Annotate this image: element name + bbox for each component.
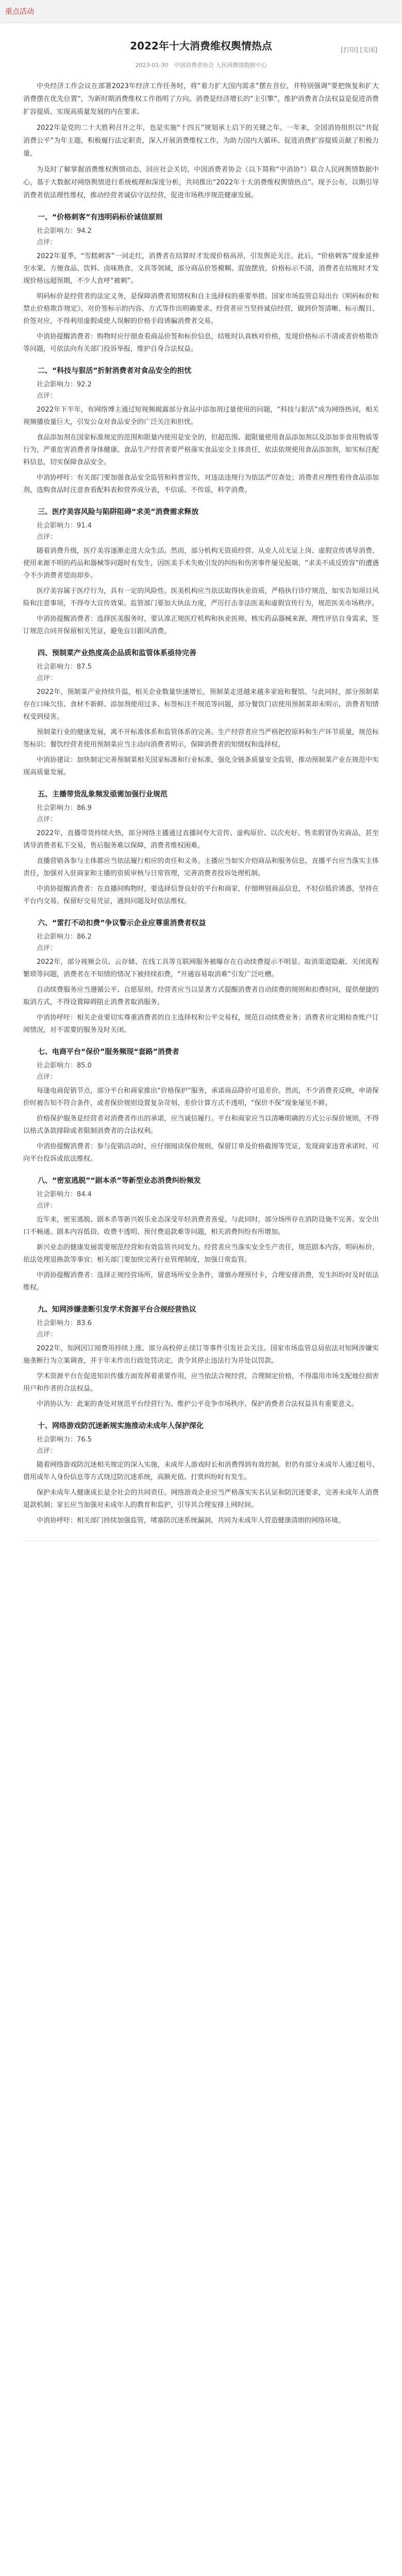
hotspot-paragraph: 中消协认为：此案的查处对规范平台经营行为、维护公平竞争市场秩序、保护消费者合法权益具有重要意义。 xyxy=(37,1400,359,1408)
hotspot-item-6 xyxy=(23,917,379,1037)
influence-score: 社会影响力：85.0 xyxy=(37,1062,92,1070)
review-label: 点评： xyxy=(37,944,57,952)
hotspot-paragraph: 医疗美容属于医疗行为，具有一定的风险性。医美机构应当依法取得执业资质，严格执行诊疗规范，如实告知项目风险和注意事项，不得夸大宣传效果。监管部门要加大执法力度，严厉打击非法医美和虚假宣传行为，规范医美市场秩序。 xyxy=(23,587,379,607)
hotspot-paragraph: 自动续费服务应当遵循公平、自愿原则。经营者应当以显著方式提醒消费者自动续费的规则和扣费时间，提供便捷的取消方式，不得设置障碍阻止消费者取消服务。 xyxy=(23,986,379,1006)
influence-score: 社会影响力：92.2 xyxy=(37,381,92,388)
hotspot-title: 三、医疗美容风险与陷阱阻碍“求美”消费需求释放 xyxy=(38,508,199,516)
top-bar xyxy=(0,0,402,23)
hotspot-item-3 xyxy=(23,506,379,638)
influence-score: 社会影响力：86.2 xyxy=(37,933,92,941)
influence-score: 社会影响力：94.2 xyxy=(37,227,92,235)
hotspot-item-2 xyxy=(23,365,379,497)
hotspot-paragraph: 中消协提醒消费者：购物时应仔细查看商品价签和标价信息，结账时认真核对价格，发现价格标示不清或者价格欺诈等问题，可依法向有关部门投诉举报，维护自身合法权益。 xyxy=(23,333,379,353)
hotspot-paragraph: 明码标价是经营者的法定义务，是保障消费者知情权和自主选择权的重要举措。国家市场监管总局出台《明码标价和禁止价格欺诈规定》，对价签标示的内容、方式等作出明确要求。经营者应当坚持诚信经营，做到价签清晰、标示醒目、价签对应，不得利用虚假或使人误解的价格手段诱骗消费者交易。 xyxy=(23,293,379,325)
review-label: 点评： xyxy=(37,816,57,823)
hotspot-title: 八、“密室逃脱”“剧本杀”等新型业态消费纠纷频发 xyxy=(38,1177,201,1185)
hotspot-paragraph: 2022年，直播带货持续火热，部分网络主播通过直播间夸大宣传、虚构原价、以次充好、售卖假冒伪劣商品，甚至诱导消费者私下交易，售后服务难以保障，消费者维权困难。 xyxy=(23,829,379,850)
influence-score: 社会影响力：76.5 xyxy=(37,1436,92,1444)
hotspot-item-10 xyxy=(23,1420,379,1527)
hotspot-title: 四、预制菜产业热度高企品质和监管体系亟待完善 xyxy=(38,649,196,657)
review-label: 点评： xyxy=(37,674,57,682)
hotspot-paragraph: 新兴业态的健康发展需要规范经营和有效监管共同发力。经营者应当落实安全生产责任，规范剧本内容，明码标价，依法处理退换款等事宜；相关部门要加快完善行业管理制度，加强日常监管。 xyxy=(23,1244,379,1264)
hotspot-item-1 xyxy=(23,211,379,355)
hotspot-paragraph: 预制菜行业的健康发展，离不开标准体系和监管体系的完善。生产经营者应当严格把控原料和生产环节质量，规范标签标识；餐饮经营者使用预制菜应当主动向消费者明示，保障消费者的知情权和选择权。 xyxy=(23,728,379,749)
review-label: 点评： xyxy=(37,533,57,541)
hotspot-paragraph: 中消协呼吁：相关部门持续加强监管，堵塞防沉迷系统漏洞，共同为未成年人营造健康清朗的网络环境。 xyxy=(37,1517,345,1524)
hotspot-paragraph: 2022年，知网因订阅费用持续上涨、部分高校停止续订等事件引发社会关注。国家市场监管总局依法对知网涉嫌实施垄断行为立案调查，并于年末作出行政处罚决定，责令其停止违法行为并处以罚款。 xyxy=(23,1345,379,1365)
hotspot-paragraph: 中消协呼吁：相关企业要切实尊重消费者的自主选择权和公平交易权，规范自动续费业务；消费者应定期检查账户订阅情况，对不需要的服务及时关闭。 xyxy=(23,1014,379,1034)
breadcrumb[interactable]: 重点活动 xyxy=(5,8,34,16)
hotspot-paragraph: 中消协呼吁：有关部门要加强食品安全监管和科普宣传，对违法违规行为依法严厉查处；消费者应理性看待食品添加剂，选购食品时注意查看配料表和营养成分表，不信谣、不传谣，科学消费。 xyxy=(23,474,379,494)
lead-paragraph: 中央经济工作会议在部署2023年经济工作任务时，将“着力扩大国内需求”摆在首位，并特别强调“要把恢复和扩大消费摆在优先位置”，为新时期消费维权工作指明了方向。消费是经济增长的“主引擎”，维护消费者合法权益是促进消费扩容提质、实现高质量发展的内在要求。 xyxy=(23,82,379,116)
article xyxy=(23,39,379,1541)
hotspot-paragraph: 中消协提醒消费者：选择医美服务时，要认准正规医疗机构和执业医师，核实药品器械来源，理性评估自身需求，签订规范合同并保留相关凭证，避免盲目跟风消费。 xyxy=(23,615,379,635)
article-source: 中国消费者协会 人民网舆情数据中心 xyxy=(174,62,267,69)
hotspot-paragraph: 近年来，密室逃脱、剧本杀等新兴娱乐业态深受年轻消费者喜爱。与此同时，部分场所存在消防设施不完善、安全出口不畅通、剧本内容低俗、收费不透明、预付费退款难等问题，相关消费纠纷有所增加。 xyxy=(23,1216,379,1236)
hotspot-paragraph: 保护未成年人健康成长是全社会的共同责任。网络游戏企业应当严格落实实名认证和防沉迷要求，完善未成年人消费退款机制；家长应当加强对未成年人的教育和监护，引导其合理安排上网时间。 xyxy=(23,1489,379,1509)
hotspot-paragraph: 中消协提醒消费者：在直播间购物时，要选择信誉良好的平台和商家，仔细辨别商品信息，不轻信低价诱惑，坚持在平台内交易，保留好交易凭证，遇到问题及时依法维权。 xyxy=(23,885,379,905)
footer-divider xyxy=(23,1540,379,1541)
close-link[interactable]: [关闭] xyxy=(360,46,377,54)
lead-paragraph: 2022年是党的二十大胜利召开之年，也是实施“十四五”规划承上启下的关键之年。一年来，全国消协组织以“共促消费公平”为年主题，积极履行法定职责，深入开展消费维权工作，为助力国内大循环、促进消费扩容提质贡献了积极力量。 xyxy=(23,124,379,158)
hotspot-item-4 xyxy=(23,647,379,779)
lead-paragraph: 为及时了解掌握消费维权舆情动态，回应社会关切，中国消费者协会（以下简称“中消协”）联合人民网舆情数据中心，基于大数据对网络舆情进行系统梳理和深度分析，共同推出“2022年十大消费维权舆情热点”。现予公布，以期引导消费者依法理性维权，推动经营者诚信守法经营，促进市场秩序规范健康发展。 xyxy=(23,166,379,199)
print-close-links xyxy=(341,45,377,54)
influence-score: 社会影响力：86.9 xyxy=(37,804,92,812)
article-meta xyxy=(23,61,379,70)
hotspot-paragraph: 价格保护服务是经营者对消费者作出的承诺，应当诚信履行。平台和商家应当以清晰明确的方式公示保价规则，不得以格式条款排除或者限制消费者的合法权利。 xyxy=(23,1115,379,1135)
hotspot-item-7 xyxy=(23,1046,379,1165)
review-label: 点评： xyxy=(37,1447,57,1455)
influence-score: 社会影响力：87.5 xyxy=(37,663,92,671)
hotspot-item-9 xyxy=(23,1303,379,1411)
review-label: 点评： xyxy=(37,1073,57,1081)
hotspot-paragraph: 直播营销各参与主体都应当依法履行相应的责任和义务。主播应当如实介绍商品和服务信息，直播平台应当落实主体责任，加强对入驻商家和主播的资质审核与日常管理，完善消费者投诉处理机制。 xyxy=(23,857,379,877)
page-title: 2022年十大消费维权舆情热点 xyxy=(130,40,272,52)
hotspot-title: 九、知网涉嫌垄断引发学术资源平台合规经营热议 xyxy=(38,1306,196,1314)
hotspot-item-5 xyxy=(23,788,379,908)
hotspot-paragraph: 2022年夏季，“雪糕刺客”一词走红，消费者在结算时才发现价格高昂，引发舆论关注。此后，“价格刺客”现象延伸至水果、方便食品、饮料、卤味熟食、文具等领域，部分商品价签模糊、混放摆放，价格标示不清，消费者在结账时才发现价格远超预期，不少人直呼“被刺”。 xyxy=(23,252,379,285)
review-label: 点评： xyxy=(37,1331,57,1338)
hotspot-paragraph: 学术资源平台在促进知识传播方面发挥着重要作用，应当依法合规经营，合理制定价格，不得滥用市场支配地位损害用户和作者的合法权益。 xyxy=(23,1372,379,1393)
hotspot-paragraph: 随着消费升级，医疗美容逐渐走进大众生活。然而，部分机构无资质经营、从业人员无证上岗、虚假宣传诱导消费、使用来源不明的药品和器械等问题时有发生，因医美手术失败引发的纠纷和伤害事件屡见报端，“求美不成反毁容”的遭遇令不少消费者望而却步。 xyxy=(23,547,379,580)
hotspot-paragraph: 中消协建议：加快制定完善预制菜相关国家标准和行业标准，强化全链条质量安全监管，推动预制菜产业在规范中实现高质量发展。 xyxy=(23,756,379,776)
hotspot-paragraph: 每逢电商促销节点，部分平台和商家推出“价格保护”服务，承诺商品降价可退差价。然而，不少消费者反映，申请保价时被告知不符合条件，或者保价规则设置复杂苛刻、差价计算方式不透明，“保价不保”现象屡见不鲜。 xyxy=(23,1087,379,1107)
hotspot-title: 五、主播带货乱象频发亟需加强行业规范 xyxy=(38,790,167,799)
hotspot-paragraph: 2022年，预制菜产业持续升温，相关企业数量快速增长，预制菜走进越来越多家庭和餐馆。与此同时，部分预制菜存在口味欠佳、食材不新鲜、添加剂使用过多、标签标注不规范等问题，部分餐饮门店使用预制菜却未明示，消费者知情权受到侵害。 xyxy=(23,688,379,721)
hotspot-title: 七、电商平台“保价”服务频现“套路”消费者 xyxy=(38,1048,179,1056)
hotspot-paragraph: 食品添加剂在国家标准规定的范围和限量内使用是安全的，但超范围、超限量使用食品添加剂以及添加非食用物质等行为，严重危害消费者身体健康。食品生产经营者要严格落实食品安全主体责任，依法依规使用食品添加剂，如实标注配料信息，切实保障食品安全。 xyxy=(23,434,379,466)
review-label: 点评： xyxy=(37,1202,57,1210)
hotspot-paragraph: 中消协提醒消费者：选择正规经营场所，留意场所安全条件，谨慎办理预付卡，合理安排消费，发生纠纷时及时依法维权。 xyxy=(23,1272,379,1292)
hotspot-paragraph: 2022年，部分视频会员、云存储、在线工具等互联网服务被曝存在自动续费提示不明显、取消渠道隐蔽、关闭流程繁琐等问题，消费者在不知情的情况下被持续扣费，“开通容易取消难”引发广泛吐槽。 xyxy=(23,958,379,978)
hotspot-title: 六、“雷打不动扣费”争议警示企业应尊重消费者权益 xyxy=(38,919,206,927)
influence-score: 社会影响力：84.4 xyxy=(37,1191,92,1198)
hotspot-title: 一、“价格刺客”有违明码标价诚信原则 xyxy=(38,213,163,222)
hotspot-title: 十、网络游戏防沉迷新规实施推动未成年人保护深化 xyxy=(38,1422,204,1430)
hotspot-paragraph: 2022年下半年，有网络博主通过短视频揭露部分食品中添加剂过量使用的问题，“科技与狠活”成为网络热词，相关视频播放量巨大，引发公众对食品安全的广泛关注和担忧。 xyxy=(23,406,379,426)
article-date: 2023-01-30 xyxy=(135,62,169,69)
influence-score: 社会影响力：83.6 xyxy=(37,1319,92,1327)
review-label: 点评： xyxy=(37,392,57,400)
print-link[interactable]: [打印] xyxy=(341,46,358,54)
influence-score: 社会影响力：91.4 xyxy=(37,522,92,530)
review-label: 点评： xyxy=(37,239,57,246)
hotspot-title: 二、“科技与狠活”折射消费者对食品安全的担忧 xyxy=(38,367,192,375)
hotspot-paragraph: 中消协提醒消费者：参与促销活动时，应仔细阅读保价规则，保留订单及价格截图等凭证，发现商家违背承诺时，可向平台投诉或依法维权。 xyxy=(23,1143,379,1163)
hotspot-paragraph: 随着网络游戏防沉迷相关规定的深入实施，未成年人游戏时长和消费得到有效控制。但仍有部分未成年人通过租号、借用成年人身份信息等方式绕过防沉迷系统，高额充值、打赏纠纷时有发生。 xyxy=(23,1461,379,1481)
hotspot-item-8 xyxy=(23,1175,379,1294)
lead-section xyxy=(23,80,379,202)
